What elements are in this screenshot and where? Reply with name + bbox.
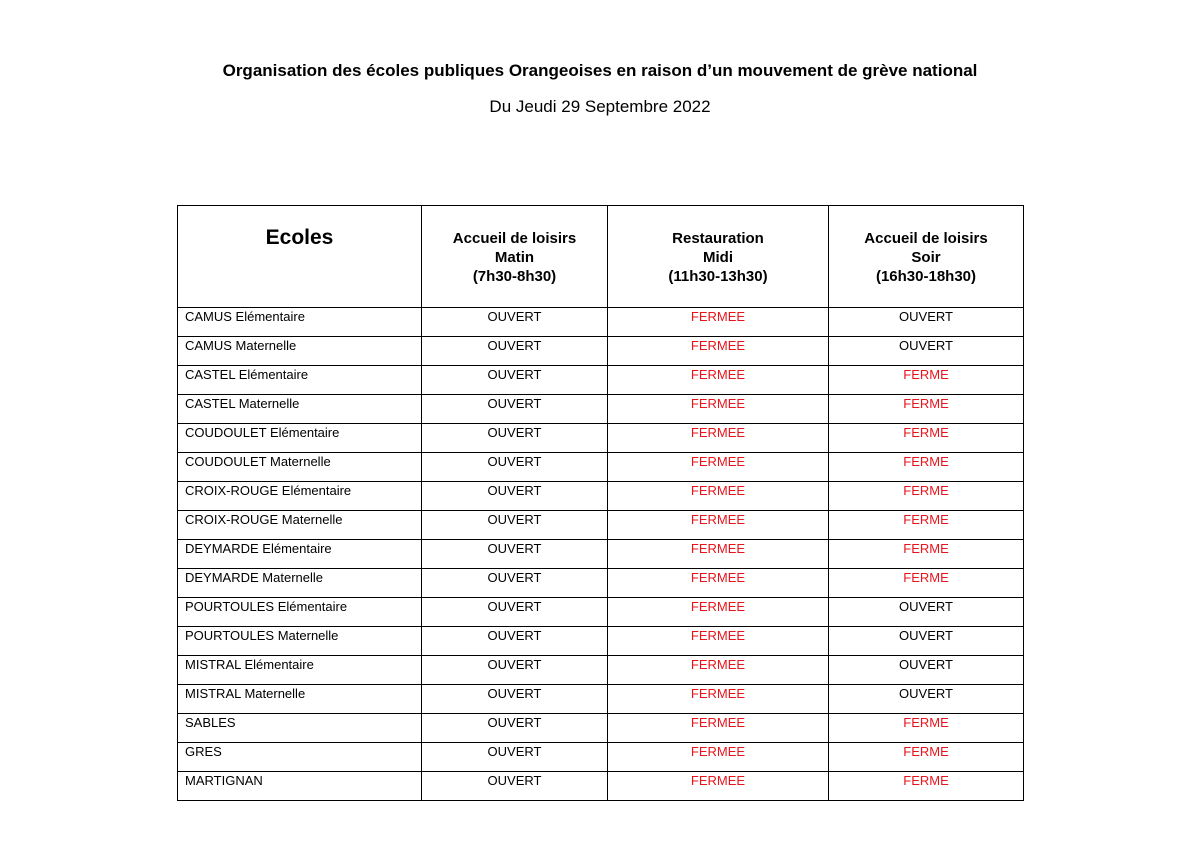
restauration-midi-cell: FERMEE (608, 453, 829, 482)
restauration-midi-cell: FERMEE (608, 569, 829, 598)
header-line: Restauration (672, 230, 764, 247)
accueil-soir-cell: OUVERT (829, 337, 1024, 366)
accueil-soir-cell: FERME (829, 366, 1024, 395)
table-row (178, 743, 1024, 772)
school-name-cell: DEYMARDE Maternelle (178, 569, 422, 598)
school-name-cell: POURTOULES Elémentaire (178, 598, 422, 627)
table-row (178, 598, 1024, 627)
accueil-soir-cell: OUVERT (829, 598, 1024, 627)
table-row (178, 656, 1024, 685)
school-name-cell: CROIX-ROUGE Maternelle (178, 511, 422, 540)
school-name-cell: GRES (178, 743, 422, 772)
accueil-soir-cell: FERME (829, 540, 1024, 569)
accueil-soir-cell: FERME (829, 569, 1024, 598)
accueil-matin-cell: OUVERT (422, 482, 608, 511)
table-row (178, 540, 1024, 569)
accueil-matin-cell: OUVERT (422, 598, 608, 627)
restauration-midi-cell: FERMEE (608, 743, 829, 772)
accueil-matin-cell: OUVERT (422, 627, 608, 656)
table-row (178, 366, 1024, 395)
table-row (178, 714, 1024, 743)
restauration-midi-cell: FERMEE (608, 656, 829, 685)
restauration-midi-cell: FERMEE (608, 395, 829, 424)
school-name-cell: SABLES (178, 714, 422, 743)
table-row (178, 482, 1024, 511)
accueil-matin-cell: OUVERT (422, 511, 608, 540)
school-name-cell: CAMUS Elémentaire (178, 308, 422, 337)
table-body (178, 308, 1024, 801)
accueil-soir-cell: FERME (829, 482, 1024, 511)
header-line: Matin (494, 249, 535, 266)
table-row (178, 627, 1024, 656)
header-line: Accueil de loisirs (864, 230, 988, 247)
table-row (178, 424, 1024, 453)
school-name-cell: CASTEL Elémentaire (178, 366, 422, 395)
table-header-row (178, 206, 1024, 308)
restauration-midi-cell: FERMEE (608, 598, 829, 627)
school-name-cell: COUDOULET Elémentaire (178, 424, 422, 453)
accueil-soir-cell: OUVERT (829, 308, 1024, 337)
header-line: (7h30-8h30) (472, 268, 557, 285)
table-row (178, 772, 1024, 801)
school-name-cell: DEYMARDE Elémentaire (178, 540, 422, 569)
restauration-midi-cell: FERMEE (608, 685, 829, 714)
accueil-matin-cell: OUVERT (422, 714, 608, 743)
header-line: Soir (911, 249, 941, 266)
accueil-soir-cell: FERME (829, 453, 1024, 482)
accueil-soir-cell: FERME (829, 395, 1024, 424)
table-row (178, 308, 1024, 337)
restauration-midi-cell: FERMEE (608, 714, 829, 743)
table-row (178, 511, 1024, 540)
school-name-cell: CROIX-ROUGE Elémentaire (178, 482, 422, 511)
header-ecoles (178, 206, 422, 308)
accueil-matin-cell: OUVERT (422, 308, 608, 337)
restauration-midi-cell: FERMEE (608, 366, 829, 395)
accueil-matin-cell: OUVERT (422, 685, 608, 714)
accueil-soir-cell: FERME (829, 511, 1024, 540)
accueil-matin-cell: OUVERT (422, 337, 608, 366)
accueil-soir-cell: OUVERT (829, 627, 1024, 656)
table-row (178, 685, 1024, 714)
table-row (178, 395, 1024, 424)
accueil-matin-cell: OUVERT (422, 656, 608, 685)
header-accueil-soir (829, 206, 1024, 308)
table-row (178, 569, 1024, 598)
accueil-matin-cell: OUVERT (422, 424, 608, 453)
accueil-soir-cell: FERME (829, 772, 1024, 801)
restauration-midi-cell: FERMEE (608, 540, 829, 569)
accueil-soir-cell: FERME (829, 424, 1024, 453)
school-name-cell: MISTRAL Maternelle (178, 685, 422, 714)
header-ecoles-label: Ecoles (265, 226, 334, 249)
accueil-matin-cell: OUVERT (422, 743, 608, 772)
accueil-matin-cell: OUVERT (422, 366, 608, 395)
header-line: (11h30-13h30) (668, 268, 768, 285)
school-name-cell: MISTRAL Elémentaire (178, 656, 422, 685)
restauration-midi-cell: FERMEE (608, 511, 829, 540)
header-line: Accueil de loisirs (452, 230, 577, 247)
accueil-soir-cell: OUVERT (829, 685, 1024, 714)
schools-schedule-table (177, 205, 1024, 801)
school-name-cell: POURTOULES Maternelle (178, 627, 422, 656)
table-row (178, 337, 1024, 366)
header-line: Midi (703, 249, 733, 266)
school-name-cell: COUDOULET Maternelle (178, 453, 422, 482)
document-title: Organisation des écoles publiques Orangeoises en raison d’un mouvement de grève national (222, 61, 978, 80)
restauration-midi-cell: FERMEE (608, 482, 829, 511)
header-accueil-matin (422, 206, 608, 308)
restauration-midi-cell: FERMEE (608, 424, 829, 453)
header-line: (16h30-18h30) (875, 268, 977, 285)
restauration-midi-cell: FERMEE (608, 627, 829, 656)
accueil-matin-cell: OUVERT (422, 772, 608, 801)
school-name-cell: MARTIGNAN (178, 772, 422, 801)
accueil-matin-cell: OUVERT (422, 453, 608, 482)
document-subtitle: Du Jeudi 29 Septembre 2022 (489, 97, 711, 116)
accueil-soir-cell: FERME (829, 743, 1024, 772)
accueil-soir-cell: OUVERT (829, 656, 1024, 685)
accueil-matin-cell: OUVERT (422, 540, 608, 569)
school-name-cell: CAMUS Maternelle (178, 337, 422, 366)
school-name-cell: CASTEL Maternelle (178, 395, 422, 424)
accueil-matin-cell: OUVERT (422, 395, 608, 424)
accueil-soir-cell: FERME (829, 714, 1024, 743)
table-row (178, 453, 1024, 482)
restauration-midi-cell: FERMEE (608, 308, 829, 337)
restauration-midi-cell: FERMEE (608, 772, 829, 801)
restauration-midi-cell: FERMEE (608, 337, 829, 366)
header-restauration-midi (608, 206, 829, 308)
accueil-matin-cell: OUVERT (422, 569, 608, 598)
